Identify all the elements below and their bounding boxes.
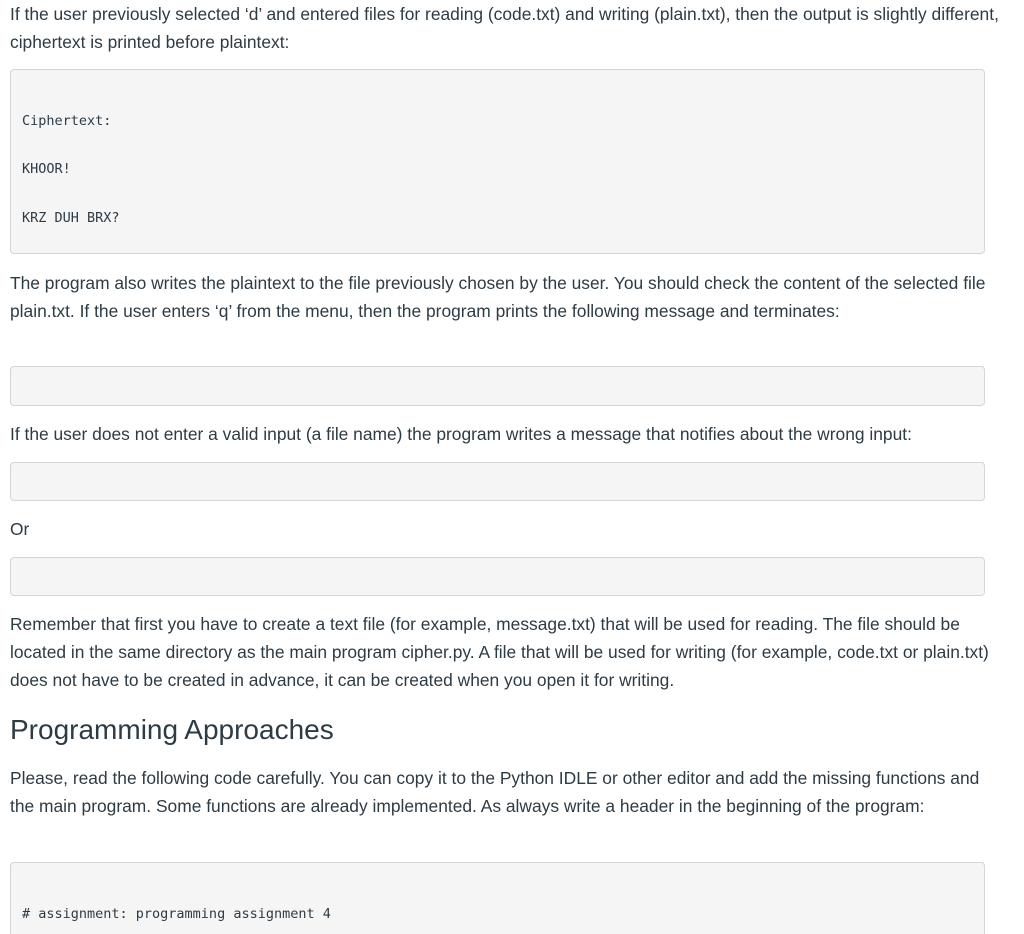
header-code-block — [10, 862, 985, 934]
section-heading: Programming Approaches — [10, 714, 334, 745]
goodbye-code-block — [10, 366, 985, 406]
code-line: KHOOR! — [22, 161, 71, 178]
code-line: # assignment: programming assignment 4 — [22, 905, 331, 922]
remember-paragraph: Remember that first you have to create a text file (for example, message.txt) that will be used for reading. The file should be located in the same directory as the main program cipher.py. A file that will be used for writing (for example, code.txt or plain.txt) does not have to be created in advance, it can be created when you open it for writing. — [10, 614, 989, 690]
quit-paragraph: The program also writes the plaintext to the file previously chosen by the user. You should check the content of the selected file plain.txt. If the user enters ‘q’ from the menu, then the program prints the following message and terminates: — [10, 273, 986, 321]
writing-error-code-block — [10, 557, 985, 596]
intro-paragraph: If the user previously selected ‘d’ and entered files for reading (code.txt) and writing (plain.txt), then the output is slightly different, ciphertext is printed before plaintext: — [10, 4, 999, 52]
code-line: KRZ DUH BRX? — [22, 210, 120, 227]
invalid-input-paragraph: If the user does not enter a valid input (a file name) the program writes a message that notifies about the wrong input: — [10, 424, 912, 444]
output-code-block — [10, 69, 985, 254]
reading-error-code-block — [10, 462, 985, 501]
code-line: Ciphertext: — [22, 112, 112, 129]
instructions-paragraph: Please, read the following code carefully. You can copy it to the Python IDLE or other editor and add the missing functions and the main program. Some functions are already implemented. As always write a header in the beginning of the program: — [10, 768, 980, 816]
or-paragraph: Or — [10, 519, 30, 539]
